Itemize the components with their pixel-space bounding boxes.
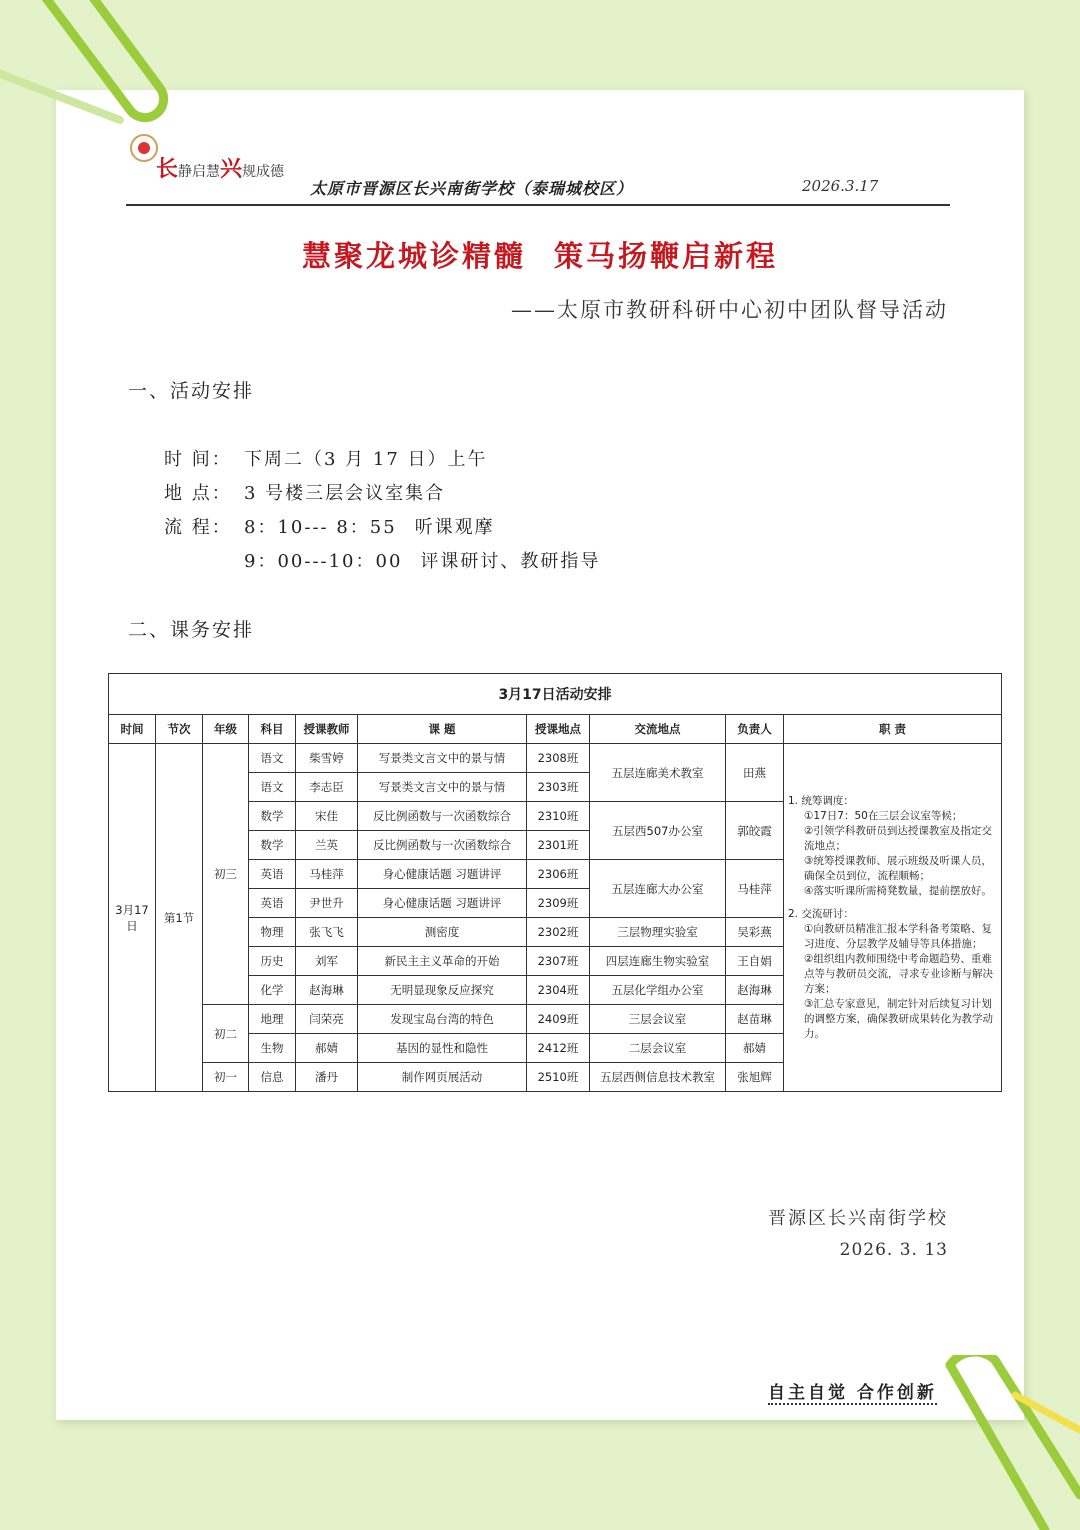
cell-room: 2301班	[527, 831, 590, 860]
cell-lead: 郝婧	[726, 1034, 784, 1063]
cell-room: 2510班	[527, 1063, 590, 1092]
logo-slogan	[156, 152, 284, 183]
title-part-2: 策马扬鞭启新程	[554, 239, 779, 273]
duty-item: ①17日7：50在三层会议室等候；	[804, 809, 963, 822]
duty-heading-2: 2. 交流研讨：	[788, 907, 854, 920]
cell-subject: 语文	[249, 744, 296, 773]
time-label: 时 间：	[164, 449, 232, 470]
cell-teacher: 张飞飞	[296, 918, 358, 947]
cell-exchange: 五层连廊大办公室	[590, 860, 726, 918]
cell-subject: 数学	[249, 802, 296, 831]
schedule-table	[108, 673, 1002, 1092]
cell-topic: 身心健康话题 习题讲评	[358, 860, 527, 889]
cell-exchange: 五层西侧信息技术教室	[590, 1063, 726, 1092]
duty-item: ②引领学科教研员到达授课教室及指定交流地点；	[804, 824, 992, 852]
cell-topic: 制作网页展活动	[358, 1063, 527, 1092]
cell-lead: 郭皎霞	[726, 802, 784, 860]
logo-char-xing: 兴	[220, 157, 243, 182]
cell-subject: 语文	[249, 773, 296, 802]
col-header-teacher: 授课教师	[296, 715, 358, 744]
cell-lead: 吴彩燕	[726, 918, 784, 947]
col-header-topic: 课 题	[358, 715, 527, 744]
cell-teacher: 尹世升	[296, 889, 358, 918]
place-value: 3 号楼三层会议室集合	[244, 483, 446, 504]
cell-subject: 生物	[249, 1034, 296, 1063]
cell-teacher: 柴雪婷	[296, 744, 358, 773]
header-date: 2026.3.17	[802, 177, 879, 195]
cell-topic: 基因的显性和隐性	[358, 1034, 527, 1063]
flow1-desc: 听课观摩	[414, 517, 495, 538]
cell-exchange: 五层连廊美术教室	[590, 744, 726, 802]
table-header-row	[109, 715, 1002, 744]
col-header-lead: 负责人	[726, 715, 784, 744]
flow1-time: 8：10--- 8：55	[244, 517, 397, 538]
cell-topic: 无明显现象反应探究	[358, 976, 527, 1005]
col-header-period: 节次	[156, 715, 203, 744]
place-label: 地 点：	[164, 483, 232, 504]
cell-grade-2: 初二	[203, 1005, 249, 1063]
page-subtitle: ——太原市教研科研中心初中团队督导活动	[511, 298, 948, 322]
cell-topic: 测密度	[358, 918, 527, 947]
col-header-duty: 职 责	[784, 715, 1002, 744]
cell-lead: 张旭辉	[726, 1063, 784, 1092]
cell-lead: 田燕	[726, 744, 784, 802]
cell-exchange: 三层会议室	[590, 1005, 726, 1034]
cell-exchange: 三层物理实验室	[590, 918, 726, 947]
col-header-grade: 年级	[203, 715, 249, 744]
paperclip-bottom-right-icon	[920, 1355, 1080, 1530]
col-header-time: 时间	[109, 715, 156, 744]
cell-room: 2306班	[527, 860, 590, 889]
section-course-heading: 二、课务安排	[128, 619, 255, 641]
cell-teacher: 宋佳	[296, 802, 358, 831]
cell-subject: 信息	[249, 1063, 296, 1092]
duty-item: ③汇总专家意见，制定针对后续复习计划的调整方案，确保教研成果转化为教学动力。	[804, 997, 993, 1040]
flow-label: 流 程：	[164, 517, 232, 538]
cell-topic: 发现宝岛台湾的特色	[358, 1005, 527, 1034]
cell-teacher: 刘军	[296, 947, 358, 976]
cell-room: 2310班	[527, 802, 590, 831]
cell-subject: 数学	[249, 831, 296, 860]
cell-subject: 物理	[249, 918, 296, 947]
flow2-time: 9：00---10：00	[244, 551, 403, 572]
section-activity-heading: 一、活动安排	[128, 380, 255, 402]
paperclip-top-left-icon	[0, 0, 200, 150]
cell-room: 2302班	[527, 918, 590, 947]
cell-room: 2307班	[527, 947, 590, 976]
logo-text-2: 规成德	[242, 164, 285, 180]
duty-item: ④落实听课所需椅凳数量，提前摆放好。	[804, 884, 992, 897]
duty-heading-1: 1. 统筹调度：	[788, 794, 854, 807]
col-header-subject: 科目	[249, 715, 296, 744]
cell-room: 2409班	[527, 1005, 590, 1034]
cell-teacher: 李志臣	[296, 773, 358, 802]
cell-topic: 写景类文言文中的景与情	[358, 744, 527, 773]
cell-period: 第1节	[156, 744, 203, 1092]
cell-exchange: 四层连廊生物实验室	[590, 947, 726, 976]
cell-subject: 化学	[249, 976, 296, 1005]
cell-teacher: 闫荣亮	[296, 1005, 358, 1034]
cell-exchange: 二层会议室	[590, 1034, 726, 1063]
place-line	[164, 479, 445, 505]
table-caption: 3月17日活动安排	[109, 674, 1002, 715]
cell-teacher: 郝婧	[296, 1034, 358, 1063]
header-school-name: 太原市晋源区长兴南街学校（泰瑞城校区）	[310, 179, 634, 198]
cell-lead: 赵海琳	[726, 976, 784, 1005]
cell-subject: 英语	[249, 860, 296, 889]
footer-school-name: 晋源区长兴南街学校	[768, 1208, 948, 1229]
footer-date: 2026. 3. 13	[839, 1240, 948, 1260]
cell-room: 2412班	[527, 1034, 590, 1063]
cell-topic: 反比例函数与一次函数综合	[358, 831, 527, 860]
cell-exchange: 五层化学组办公室	[590, 976, 726, 1005]
cell-duty	[784, 744, 1002, 1092]
time-line	[164, 445, 488, 471]
cell-subject: 历史	[249, 947, 296, 976]
cell-teacher: 兰英	[296, 831, 358, 860]
cell-topic: 身心健康话题 习题讲评	[358, 889, 527, 918]
flow-line-2	[164, 547, 600, 573]
cell-teacher: 赵海琳	[296, 976, 358, 1005]
logo-text-1: 静启慧	[178, 164, 221, 180]
cell-topic: 写景类文言文中的景与情	[358, 773, 527, 802]
cell-teacher: 马桂萍	[296, 860, 358, 889]
cell-lead: 赵苗琳	[726, 1005, 784, 1034]
time-value: 下周二（3 月 17 日）上午	[244, 449, 488, 470]
cell-teacher: 潘丹	[296, 1063, 358, 1092]
col-header-exchange: 交流地点	[590, 715, 726, 744]
logo-char-chang: 长	[156, 157, 179, 182]
cell-exchange: 五层西507办公室	[590, 802, 726, 860]
title-part-1: 慧聚龙城诊精髓	[301, 239, 526, 273]
page-title	[0, 234, 1080, 275]
cell-topic: 新民主主义革命的开始	[358, 947, 527, 976]
flow-line-1	[164, 513, 495, 539]
cell-room: 2308班	[527, 744, 590, 773]
cell-lead: 王自娟	[726, 947, 784, 976]
cell-date: 3月17日	[109, 744, 156, 1092]
header-divider	[126, 204, 950, 206]
cell-room: 2309班	[527, 889, 590, 918]
table-row	[109, 744, 1002, 773]
cell-grade-3: 初三	[203, 744, 249, 1005]
cell-grade-1: 初一	[203, 1063, 249, 1092]
duty-item: ③统筹授课教师、展示班级及听课人员，确保全员到位，流程顺畅；	[804, 854, 992, 882]
cell-topic: 反比例函数与一次函数综合	[358, 802, 527, 831]
cell-subject: 地理	[249, 1005, 296, 1034]
flow2-desc: 评课研讨、教研指导	[420, 551, 601, 572]
school-motto: 自主自觉 合作创新	[768, 1378, 937, 1405]
cell-lead: 马桂萍	[726, 860, 784, 918]
col-header-room: 授课地点	[527, 715, 590, 744]
duty-item: ①向教研员精准汇报本学科备考策略、复习进度、分层教学及辅导等具体措施；	[804, 922, 992, 950]
cell-room: 2303班	[527, 773, 590, 802]
cell-subject: 英语	[249, 889, 296, 918]
duty-item: ②组织组内教师围绕中考命题趋势、重难点等与教研员交流，寻求专业诊断与解决方案；	[804, 952, 993, 995]
cell-room: 2304班	[527, 976, 590, 1005]
